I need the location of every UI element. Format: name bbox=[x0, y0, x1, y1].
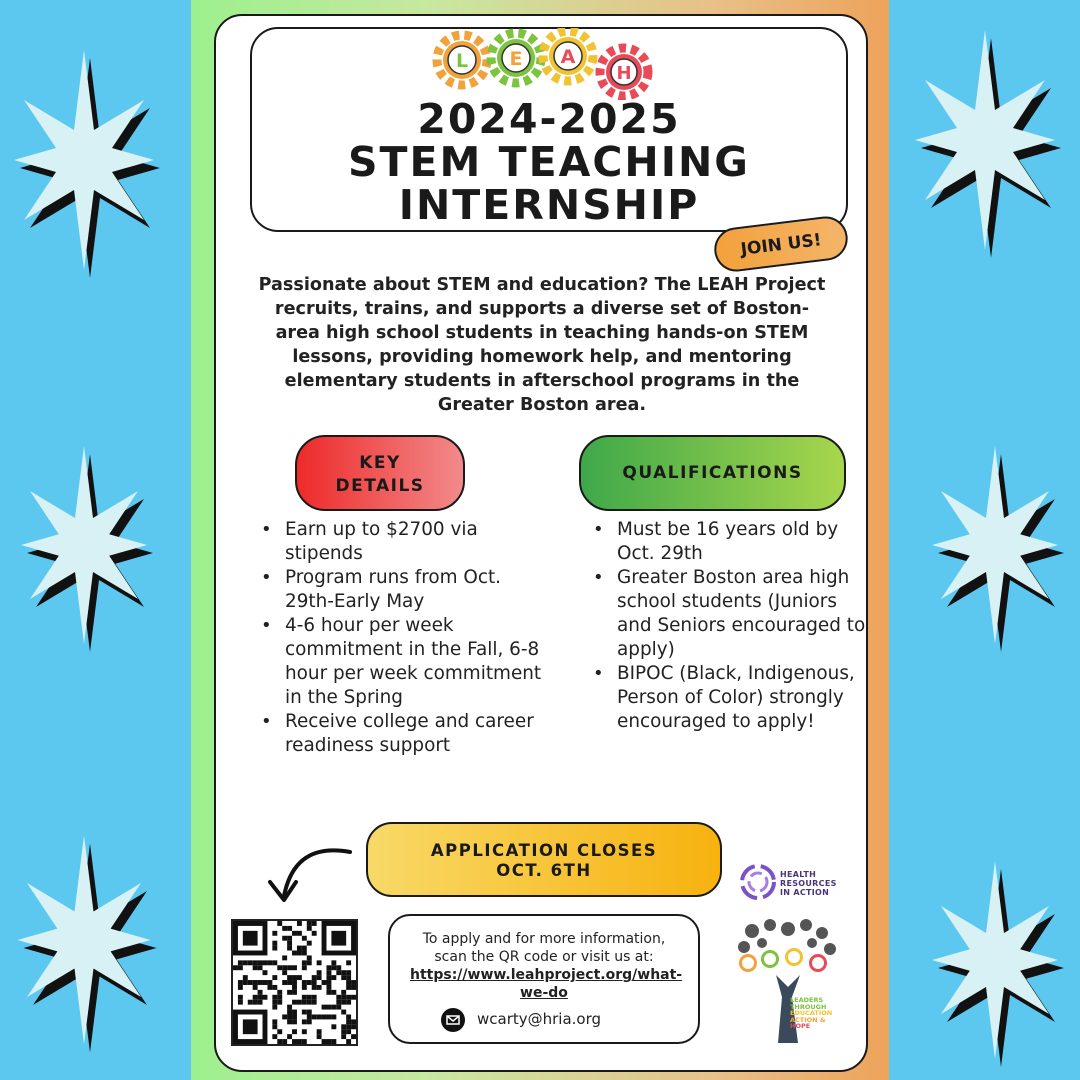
logo-letter: A bbox=[560, 46, 576, 68]
list-item: • BIPOC (Black, Indigenous, Person of Color) strongly encouraged to apply! bbox=[617, 662, 872, 734]
gear-e bbox=[491, 33, 541, 83]
heading-line: KEY bbox=[359, 453, 401, 473]
deadline-line: APPLICATION CLOSES bbox=[430, 841, 658, 860]
list-item: • 4-6 hour per week commitment in the Fall, 6-8 hour per week commitment in the Spring bbox=[285, 614, 545, 710]
list-item: • Receive college and career readiness support bbox=[285, 710, 545, 758]
qualifications-list bbox=[591, 518, 872, 734]
gear-a bbox=[543, 31, 593, 81]
hria-name bbox=[780, 870, 837, 897]
tree-logo-line: THROUGH bbox=[790, 1002, 827, 1011]
list-item: • Earn up to $2700 via stipends bbox=[285, 518, 545, 566]
page-title bbox=[252, 95, 846, 229]
apply-text: scan the QR code or visit us at: bbox=[434, 949, 654, 965]
intro-text: Passionate about STEM and education? The LEAH Project recruits, trains, and supports a diverse set of Boston-area high school students in teaching hands-on STEM lessons, providing homework help, and mentoring elementary students in afterschool programs in the Greater Boston area. bbox=[258, 275, 826, 415]
deadline-line: OCT. 6TH bbox=[496, 861, 592, 880]
email-contact[interactable] bbox=[441, 1007, 601, 1031]
sparkle-star-icon bbox=[14, 50, 160, 278]
tree-logo-line: EDUCATION bbox=[790, 1009, 833, 1017]
list-item: • Must be 16 years old by Oct. 29th bbox=[617, 518, 872, 566]
qualifications-heading: QUALIFICATIONS bbox=[579, 435, 846, 511]
sparkle-star-icon bbox=[21, 446, 153, 652]
logo-letter: H bbox=[616, 63, 632, 84]
key-details-heading bbox=[295, 435, 465, 511]
tree-logo-line: ACTION & bbox=[790, 1015, 826, 1024]
heading-line: DETAILS bbox=[335, 476, 425, 496]
title-line: 2024-2025 bbox=[417, 95, 681, 143]
curved-arrow-icon bbox=[262, 838, 362, 908]
hria-line: IN ACTION bbox=[780, 888, 830, 897]
logo-letter: E bbox=[509, 48, 523, 70]
list-item: • Program runs from Oct. 29th-Early May bbox=[285, 566, 545, 614]
application-deadline bbox=[366, 822, 722, 897]
leah-gear-logo bbox=[428, 28, 658, 100]
key-details-list bbox=[259, 518, 545, 758]
title-line: STEM TEACHING bbox=[348, 138, 750, 186]
sparkle-star-icon bbox=[915, 30, 1061, 258]
gear-l bbox=[437, 35, 487, 85]
join-badge: JOIN US! bbox=[712, 214, 850, 274]
qr-code-graphic bbox=[233, 921, 356, 1044]
email-address: wcarty@hria.org bbox=[477, 1010, 602, 1028]
hria-line: HEALTH bbox=[780, 870, 817, 879]
logo-letter: L bbox=[455, 50, 469, 72]
list-item: • Greater Boston area high school students (Juniors and Seniors encouraged to apply) bbox=[617, 566, 872, 662]
apply-link[interactable]: https://www.leahproject.org/what-we-do bbox=[410, 967, 683, 1001]
sparkle-star-icon bbox=[932, 446, 1064, 652]
tree-logo-line: LEADERS bbox=[790, 996, 824, 1004]
title-line: INTERNSHIP bbox=[398, 181, 700, 229]
hria-line: RESOURCES bbox=[780, 879, 837, 888]
sparkle-star-icon bbox=[932, 861, 1064, 1067]
sparkle-star-icon bbox=[18, 836, 157, 1053]
apply-text: To apply and for more information, bbox=[422, 931, 666, 947]
tree-logo-text bbox=[790, 997, 832, 1030]
envelope-icon bbox=[441, 1008, 465, 1032]
qr-code-icon[interactable] bbox=[231, 919, 358, 1046]
gear-h bbox=[600, 48, 648, 96]
tree-logo-line: HOPE bbox=[790, 1022, 811, 1030]
